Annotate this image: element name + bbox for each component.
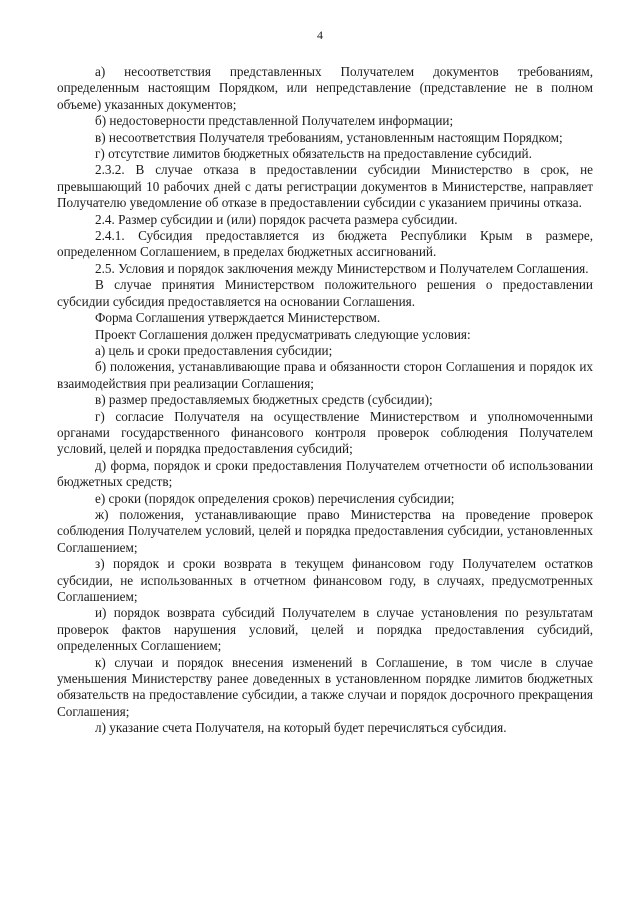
condition-e: е) сроки (порядок определения сроков) перечисления субсидии; xyxy=(95,490,455,506)
paragraph-2-4-1: 2.4.1. Субсидия предоставляется из бюджета Республики Крым в размере, определенном Соглашением, в пределах бюджетных ассигнований. xyxy=(57,228,593,260)
condition-z: з) порядок и сроки возврата в текущем финансовом году Получателем остатков субсидии, не использованных в отчетном финансовом году, в случаях, предусмотренных Соглашением; xyxy=(57,556,593,604)
paragraph-2-5: 2.5. Условия и порядок заключения между Министерством и Получателем Соглашения. xyxy=(95,260,589,276)
paragraph-2-4: 2.4. Размер субсидии и (или) порядок расчета размера субсидии. xyxy=(95,211,458,227)
paragraph-agreement-form: Форма Соглашения утверждается Министерством. xyxy=(95,310,381,326)
paragraph-positive-decision: В случае принятия Министерством положительного решения о предоставлении субсидии субсидия предоставляется на основании Соглашения. xyxy=(57,277,593,309)
paragraph-b-unreliable-info: б) недостоверности представленной Получателем информации; xyxy=(95,113,454,129)
paragraph-v-nonconformity-recipient: в) несоответствия Получателя требованиям, установленным настоящим Порядком; xyxy=(95,129,563,145)
condition-l: л) указание счета Получателя, на который будет перечисляться субсидия. xyxy=(95,720,507,736)
condition-k: к) случаи и порядок внесения изменений в Соглашение, в том числе в случае уменьшения Министерству ранее доведенных в установленном порядке лимитов бюджетных обязательств на предоставление субсидии, а также случаи и порядок досрочного прекращения Соглашения; xyxy=(57,654,593,719)
paragraph-a-nonconformity-documents: а) несоответствия представленных Получателем документов требованиям, определенным настоящим Порядком, или непредставление (представление не в полном объеме) указанных документов; xyxy=(57,64,593,112)
condition-g: г) согласие Получателя на осуществление Министерством и уполномоченными органами государственного финансового контроля проверок соблюдения Получателем условий, целей и порядка предоставления субсидий; xyxy=(57,408,593,457)
paragraph-2-3-2: 2.3.2. В случае отказа в предоставлении субсидии Министерство в срок, не превышающий 10 рабочих дней с даты регистрации документов в Министерстве, направляет Получателю уведомление об отказе в предоставлении субсидии с указанием причины отказа. xyxy=(57,162,593,211)
condition-v: в) размер предоставляемых бюджетных средств (субсидии); xyxy=(95,392,433,408)
paragraph-agreement-conditions-intro: Проект Соглашения должен предусматривать следующие условия: xyxy=(95,326,471,342)
condition-i: и) порядок возврата субсидий Получателем в случае установления по результатам проверок фактов нарушения условий, целей и порядка предоставления субсидий, определенных Соглашением; xyxy=(57,605,593,654)
page-number: 4 xyxy=(317,28,323,42)
condition-b: б) положения, устанавливающие права и обязанности сторон Соглашения и порядок их взаимодействия при реализации Соглашения; xyxy=(57,359,593,391)
condition-a: а) цель и сроки предоставления субсидии; xyxy=(95,342,333,358)
paragraph-g-no-limits: г) отсутствие лимитов бюджетных обязательств на предоставление субсидий. xyxy=(95,146,532,162)
condition-d: д) форма, порядок и сроки предоставления Получателем отчетности об использовании бюджетных средств; xyxy=(57,457,593,490)
document-body xyxy=(57,64,593,737)
condition-zh: ж) положения, устанавливающие право Министерства на проведение проверок соблюдения Получателем условий, целей и порядка предоставления субсидии, установленных Соглашением; xyxy=(57,506,593,555)
